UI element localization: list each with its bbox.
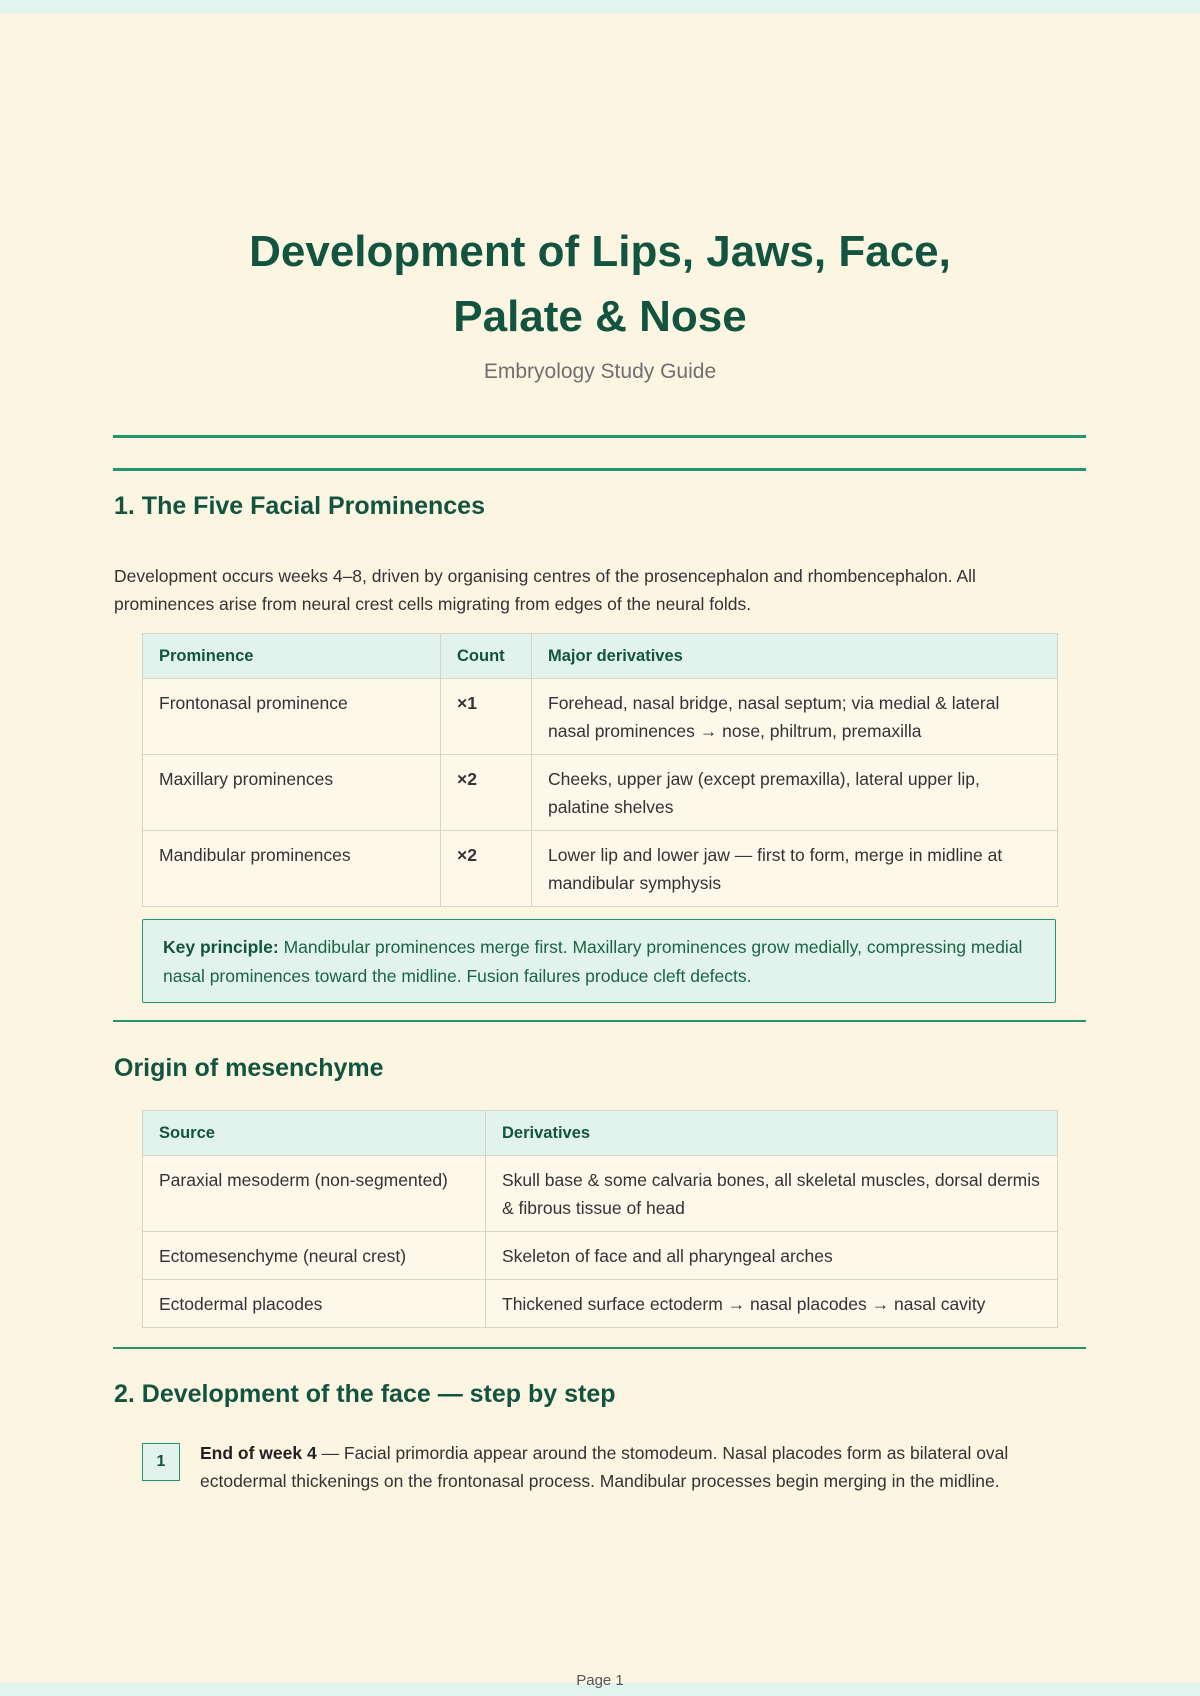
table-row	[143, 1280, 1058, 1328]
section-heading-facial-prominences: 1. The Five Facial Prominences	[114, 492, 485, 520]
column-header: Derivatives	[486, 1111, 1058, 1156]
table-cell: ×2	[441, 755, 532, 831]
column-header: Count	[441, 634, 532, 679]
divider	[113, 435, 1086, 438]
section-heading-mesenchyme: Origin of mesenchyme	[114, 1054, 384, 1082]
table-cell: Forehead, nasal bridge, nasal septum; via medial & lateral nasal prominences → nose, philtrum, premaxilla	[532, 679, 1058, 755]
column-header: Source	[143, 1111, 486, 1156]
document-page	[0, 13, 1200, 1689]
section-heading-face-development: 2. Development of the face — step by step	[114, 1380, 616, 1408]
table-cell: Ectodermal placodes	[143, 1280, 486, 1328]
table-header-row	[143, 634, 1058, 679]
table-cell: Mandibular prominences	[143, 831, 441, 907]
table-cell: ×2	[441, 831, 532, 907]
page-number: Page 1	[576, 1672, 624, 1689]
step-label: End of week 4	[200, 1443, 317, 1463]
prominences-table	[142, 633, 1058, 907]
table-cell: Cheeks, upper jaw (except premaxilla), lateral upper lip, palatine shelves	[532, 755, 1058, 831]
table-row	[143, 831, 1058, 907]
divider	[113, 468, 1086, 471]
table-header-row	[143, 1111, 1058, 1156]
column-header: Prominence	[143, 634, 441, 679]
step-description: — Facial primordia appear around the stomodeum. Nasal placodes form as bilateral oval ectodermal thickenings on the frontonasal process. Mandibular processes begin merging in the midline.	[200, 1443, 1009, 1491]
mesenchyme-table	[142, 1110, 1058, 1328]
table-cell: ×1	[441, 679, 532, 755]
document-subtitle: Embryology Study Guide	[483, 360, 717, 383]
table-cell: Skull base & some calvaria bones, all skeletal muscles, dorsal dermis & fibrous tissue of head	[486, 1156, 1058, 1232]
callout-label: Key principle:	[163, 937, 279, 957]
table-row	[143, 679, 1058, 755]
table-cell: Maxillary prominences	[143, 755, 441, 831]
table-cell: Ectomesenchyme (neural crest)	[143, 1232, 486, 1280]
document-title-line-2: Palate & Nose	[453, 292, 747, 341]
table-cell: Frontonasal prominence	[143, 679, 441, 755]
table-cell: Paraxial mesoderm (non-segmented)	[143, 1156, 486, 1232]
divider	[113, 1020, 1086, 1022]
table-row	[143, 1232, 1058, 1280]
table-cell: Skeleton of face and all pharyngeal arches	[486, 1232, 1058, 1280]
step-text	[200, 1439, 1050, 1495]
table-row	[143, 1156, 1058, 1232]
key-principle-callout	[142, 919, 1056, 1003]
document-title-line-1: Development of Lips, Jaws, Face,	[249, 227, 951, 276]
table-cell: Lower lip and lower jaw — first to form, merge in midline at mandibular symphysis	[532, 831, 1058, 907]
table-row	[143, 755, 1058, 831]
column-header: Major derivatives	[532, 634, 1058, 679]
divider	[113, 1347, 1086, 1349]
table-cell: Thickened surface ectoderm → nasal placodes → nasal cavity	[486, 1280, 1058, 1328]
step-number-badge: 1	[142, 1443, 180, 1481]
section-intro: Development occurs weeks 4–8, driven by organising centres of the prosencephalon and rhombencephalon. All prominences arise from neural crest cells migrating from edges of the neural folds.	[114, 566, 976, 614]
callout-text: Mandibular prominences merge first. Maxillary prominences grow medially, compressing medial nasal prominences toward the midline. Fusion failures produce cleft defects.	[163, 937, 1023, 986]
